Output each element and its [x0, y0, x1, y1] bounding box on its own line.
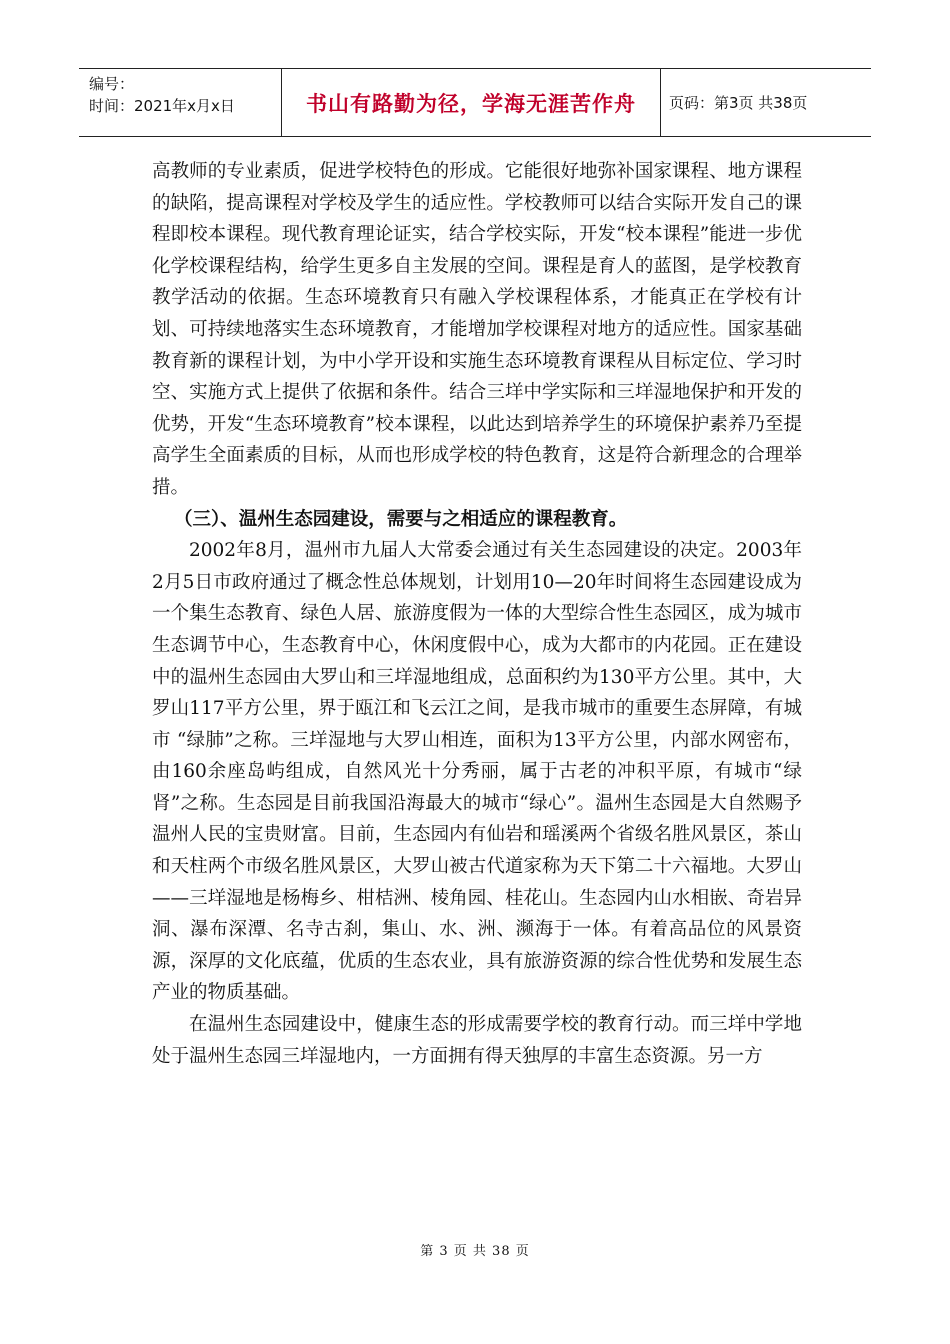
header-motto: 书山有路勤为径，学海无涯苦作舟	[306, 91, 636, 116]
page-header	[79, 68, 871, 137]
paragraph-continued: 高教师的专业素质，促进学校特色的形成。它能很好地弥补国家课程、地方课程的缺陷，提高课程对学校及学生的适应性。学校教师可以结合实际开发自己的课程即校本课程。现代教育理论证实，结合学校实际，开发“校本课程”能进一步优化学校课程结构，给学生更多自主发展的空间。课程是育人的蓝图，是学校教育教学活动的依据。生态环境教育只有融入学校课程体系，才能真正在学校有计划、可持续地落实生态环境教育，才能增加学校课程对地方的适应性。国家基础教育新的课程计划，为中小学开设和实施生态环境教育课程从目标定位、学习时空、实施方式上提供了依据和条件。结合三垟中学实际和三垟湿地保护和开发的优势，开发“生态环境教育”校本课程，以此达到培养学生的环境保护素养乃至提高学生全面素质的目标，从而也形成学校的特色教育，这是符合新理念的合理举措。	[152, 161, 802, 498]
header-page-cell	[661, 69, 871, 136]
document-date: 时间：2021年x月x日	[89, 97, 235, 115]
document-body	[152, 156, 802, 1072]
header-info-cell	[79, 69, 282, 136]
document-number: 编号：	[89, 75, 135, 93]
header-page-number: 页码：第3页 共38页	[669, 94, 808, 112]
paragraph: 2002年8月，温州市九届人大常委会通过有关生态园建设的决定。2003年2月5日市政府通过了概念性总体规划，计划用10—20年时间将生态园建设成为一个集生态教育、绿色人居、旅游度假为一体的大型综合性生态园区，成为城市生态调节中心，生态教育中心，休闲度假中心，成为大都市的内花园。正在建设中的温州生态园由大罗山和三垟湿地组成，总面积约为130平方公里。其中，大罗山117平方公里，界于瓯江和飞云江之间，是我市城市的重要生态屏障，有城市 “绿肺”之称。三垟湿地与大罗山相连，面积为13平方公里，内部水网密布，由160余座岛屿组成，自然风光十分秀丽，属于古老的冲积平原，有城市“绿肾”之称。生态园是目前我国沿海最大的城市“绿心”。温州生态园是大自然赐予温州人民的宝贵财富。目前，生态园内有仙岩和瑶溪两个省级名胜风景区，茶山和天柱两个市级名胜风景区，大罗山被古代道家称为天下第二十六福地。大罗山——三垟湿地是杨梅乡、柑桔洲、棱角园、桂花山。生态园内山水相嵌、奇岩异洞、瀑布深潭、名寺古刹，集山、水、洲、濒海于一体。有着高品位的风景资源，深厚的文化底蕴，优质的生态农业，具有旅游资源的综合性优势和发展生态产业的物质基础。	[152, 540, 802, 1004]
section-heading: （三）、温州生态园建设，需要与之相适应的课程教育。	[174, 508, 628, 530]
header-motto-cell	[282, 69, 661, 136]
paragraph: 在温州生态园建设中，健康生态的形成需要学校的教育行动。而三垟中学地处于温州生态园三垟湿地内，一方面拥有得天独厚的丰富生态资源。另一方	[152, 1014, 802, 1067]
page-footer: 第 3 页 共 38 页	[420, 1244, 530, 1259]
